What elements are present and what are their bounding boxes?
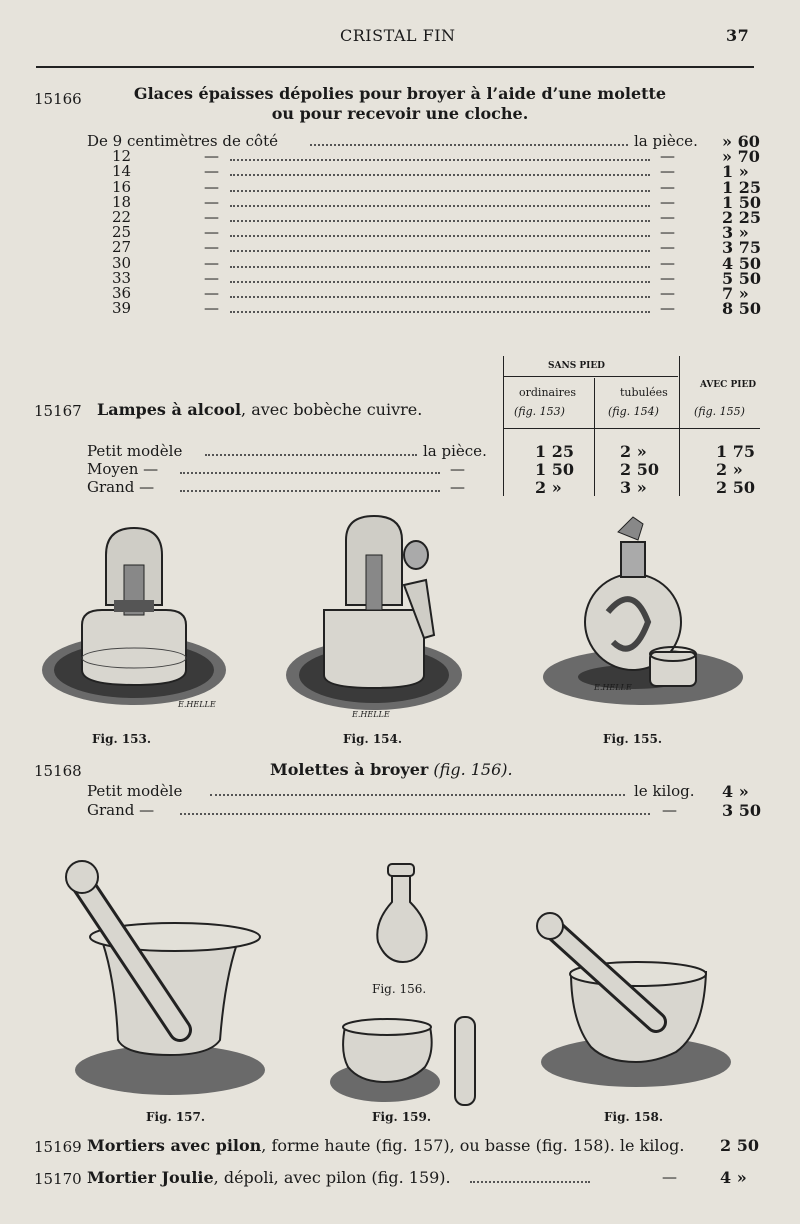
price: 1 25 — [722, 177, 761, 197]
size-value: 33 — [112, 268, 132, 287]
lamp-ordinary-illustration — [34, 510, 234, 725]
ditto-15170: — — [662, 1168, 677, 1186]
title-15169-bold: Mortiers avec pilon — [87, 1136, 262, 1155]
ditto-mark: — — [660, 162, 675, 181]
line-15169 — [87, 1136, 684, 1155]
lamp-footed-illustration — [538, 512, 748, 712]
ditto-mark: — — [204, 162, 219, 181]
price: 3 50 — [722, 801, 761, 820]
leader-dots — [230, 158, 650, 161]
title-15168 — [270, 760, 513, 779]
size-value: 36 — [112, 284, 132, 302]
size-value: 22 — [112, 208, 132, 226]
text-15170: , dépoli, avec pilon (fig. 159). — [213, 1168, 451, 1187]
line-15170 — [87, 1168, 451, 1187]
price-15169: 2 50 — [720, 1136, 759, 1155]
price-15170: 4 » — [720, 1168, 747, 1187]
ditto-mark: — — [204, 223, 219, 242]
list-item — [0, 299, 800, 318]
price: 2 25 — [722, 208, 761, 227]
price-footed: 1 75 — [716, 442, 755, 461]
leader-dots-15170 — [470, 1180, 590, 1183]
col3-fig: (fig. 155) — [694, 405, 745, 418]
unit-label: la pièce. — [634, 132, 698, 150]
ditto-mark: — — [660, 299, 675, 318]
mortar-high-illustration — [60, 855, 280, 1105]
model-label: Grand — — [87, 478, 155, 496]
leader-dots — [180, 489, 440, 492]
leader-dots — [230, 310, 650, 313]
engraver-signature-1: E.HELLE — [178, 700, 216, 709]
price: 4 50 — [722, 253, 761, 273]
leader-dots — [310, 143, 628, 146]
title-15170-bold: Mortier Joulie — [87, 1168, 214, 1187]
ditto-mark: — — [662, 801, 677, 819]
ditto-mark: — — [204, 147, 219, 166]
size-value: 39 — [112, 299, 132, 318]
fig-158-caption: Fig. 158. — [604, 1110, 664, 1124]
title-15167-bold: Lampes à alcool — [97, 400, 242, 419]
title-15168-bold: Molettes à broyer — [270, 760, 429, 779]
leader-dots — [230, 219, 650, 222]
ref-15170: 15170 — [34, 1170, 82, 1188]
col3-label: AVEC PIED — [700, 380, 757, 390]
price: » 70 — [722, 147, 760, 167]
model-label: Grand — — [87, 801, 155, 819]
ref-15167: 15167 — [34, 402, 82, 420]
table-row — [0, 442, 800, 461]
ref-15169: 15169 — [34, 1138, 82, 1156]
engraver-signature-3: E.HELLE — [594, 683, 632, 692]
unit-label: le kilog. — [634, 782, 695, 800]
col1-fig: (fig. 153) — [514, 405, 565, 418]
title-15166-line1: Glaces épaisses dépolies pour broyer à l’aide d’une molette — [133, 84, 667, 103]
col2-fig: (fig. 154) — [608, 405, 659, 418]
size-value: 12 — [112, 147, 132, 166]
leader-dots — [230, 173, 650, 176]
leader-dots — [230, 265, 650, 268]
ditto-mark: — — [660, 284, 675, 302]
price-footed: 2 50 — [716, 478, 755, 497]
ref-15168: 15168 — [34, 762, 82, 780]
price: 8 50 — [722, 299, 761, 319]
muller-illustration — [368, 862, 438, 967]
fig-159-caption: Fig. 159. — [372, 1110, 432, 1124]
engraver-signature-2: E.HELLE — [352, 710, 390, 719]
price-footed: 2 » — [716, 460, 743, 479]
ditto-mark: — — [660, 223, 675, 242]
leader-dots — [230, 280, 650, 283]
price-tubulated: 2 » — [620, 442, 647, 461]
running-header: CRISTAL FIN — [340, 26, 456, 45]
title-15166-line2: ou pour recevoir une cloche. — [271, 104, 529, 123]
leader-dots — [230, 204, 650, 207]
table-head-rule — [504, 428, 760, 429]
size-value: 18 — [112, 192, 132, 211]
price: » 60 — [722, 132, 760, 151]
price: 3 75 — [722, 238, 761, 258]
col2-label: tubulées — [620, 386, 668, 399]
fig-157-caption: Fig. 157. — [146, 1110, 206, 1124]
mortar-low-illustration — [536, 912, 736, 1092]
model-label: Petit modèle — [87, 442, 183, 460]
sans-pied-rule — [504, 376, 678, 377]
model-label: Petit modèle — [87, 782, 183, 800]
leader-dots — [205, 453, 417, 456]
lamp-tubulated-illustration — [286, 510, 466, 725]
ditto-mark: — — [660, 177, 675, 196]
size-value: 27 — [112, 238, 132, 257]
title-15168-fig: (fig. 156). — [433, 760, 513, 779]
price-ordinary: 1 50 — [535, 460, 574, 479]
ditto-mark: — — [204, 208, 219, 226]
ditto-mark: — — [660, 268, 675, 287]
leader-dots — [230, 234, 650, 237]
table-row — [0, 460, 800, 479]
unit-label: la pièce. — [423, 442, 487, 460]
list-item — [0, 782, 800, 801]
ditto-mark: — — [660, 208, 675, 226]
ditto-mark: — — [204, 238, 219, 257]
ditto-mark: — — [660, 253, 675, 272]
leader-dots — [210, 793, 625, 796]
mortar-joulie-illustration — [330, 1012, 490, 1107]
price-ordinary: 2 » — [535, 478, 562, 497]
price: 1 50 — [722, 192, 761, 212]
price-ordinary: 1 25 — [535, 442, 574, 461]
ditto-mark: — — [204, 192, 219, 211]
price-tubulated: 2 50 — [620, 460, 659, 479]
fig-155-caption: Fig. 155. — [603, 732, 663, 746]
price: 5 50 — [722, 268, 761, 288]
leader-dots — [230, 189, 650, 192]
col-group-label: SANS PIED — [548, 361, 605, 371]
size-value: 14 — [112, 162, 132, 181]
leader-dots — [180, 812, 650, 815]
header-rule — [36, 66, 754, 68]
model-label: Moyen — — [87, 460, 159, 478]
title-15167 — [97, 400, 422, 419]
ditto-mark: — — [450, 460, 465, 478]
ditto-mark: — — [204, 268, 219, 287]
fig-156-caption: Fig. 156. — [372, 982, 427, 996]
price: 3 » — [722, 223, 749, 243]
leader-dots — [230, 249, 650, 252]
page-number: 37 — [726, 26, 750, 45]
size-value: 25 — [112, 223, 132, 242]
price: 1 » — [722, 162, 749, 182]
size-value: 16 — [112, 177, 132, 196]
ref-15166: 15166 — [34, 90, 82, 108]
first-size-label: De 9 centimètres de côté — [87, 132, 278, 150]
ditto-mark: — — [660, 147, 675, 166]
table-row — [0, 478, 800, 497]
col1-label: ordinaires — [519, 386, 577, 399]
leader-dots — [230, 295, 650, 298]
size-value: 30 — [112, 253, 132, 272]
ditto-mark: — — [660, 238, 675, 257]
ditto-mark: — — [204, 284, 219, 302]
price-tubulated: 3 » — [620, 478, 647, 497]
price: 7 » — [722, 284, 749, 303]
leader-dots — [180, 471, 440, 474]
ditto-mark: — — [450, 478, 465, 496]
ditto-mark: — — [204, 177, 219, 196]
fig-154-caption: Fig. 154. — [343, 732, 403, 746]
title-15167-rest: , avec bobèche cuivre. — [241, 400, 423, 419]
price: 4 » — [722, 782, 749, 801]
ditto-mark: — — [660, 192, 675, 211]
ditto-mark: — — [204, 253, 219, 272]
list-item — [0, 801, 800, 820]
text-15169: , forme haute (fig. 157), ou basse (fig. 158). le kilog. — [261, 1136, 685, 1155]
fig-153-caption: Fig. 153. — [92, 732, 152, 746]
ditto-mark: — — [204, 299, 219, 318]
